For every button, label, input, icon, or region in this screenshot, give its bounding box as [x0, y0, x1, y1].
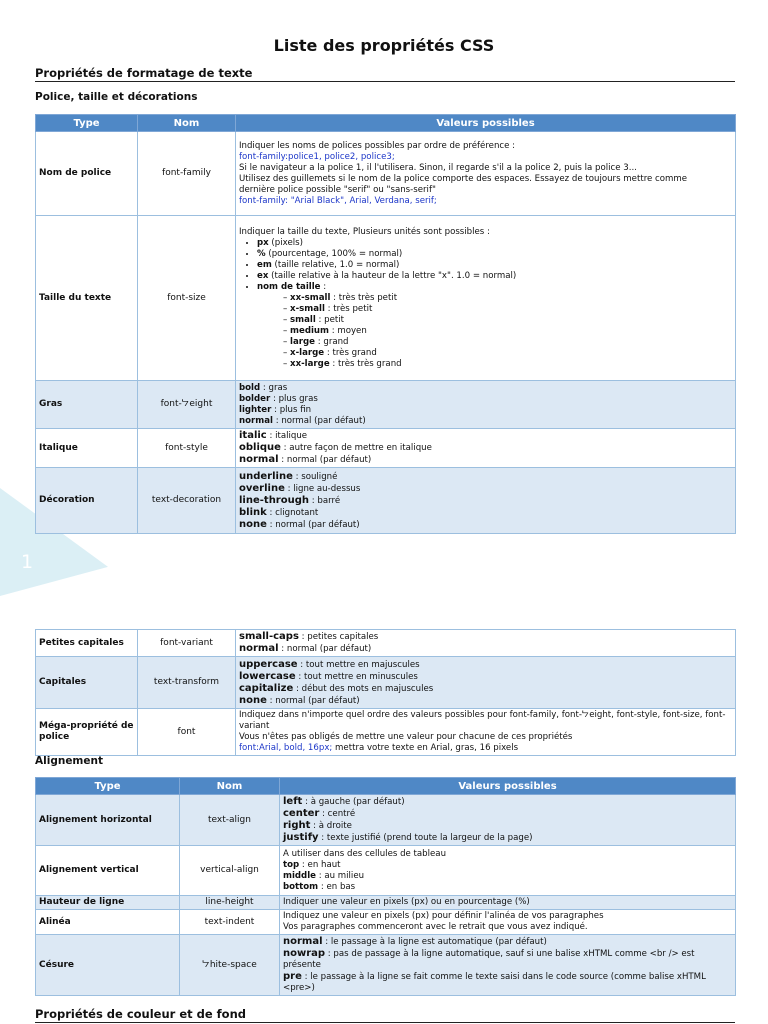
list-item: – small : petit — [283, 315, 732, 326]
fonts-table — [35, 114, 736, 534]
value-line: Si le navigateur a la police 1, il l'utilisera. Sinon, il regarde s'il a la police 2, puis la police 3... — [239, 162, 637, 173]
row-type: Alinéa — [36, 910, 180, 935]
fonts-table-continued — [35, 629, 736, 756]
row-values: A utiliser dans des cellules de tableau top : en haut middle : au milieu bottom : en bas — [280, 846, 736, 896]
row-nom: vertical-align — [180, 846, 280, 896]
row-nom: font-style — [138, 429, 236, 468]
subheading-alignment: Alignement — [35, 755, 103, 767]
header-row — [36, 778, 736, 795]
table-row — [36, 468, 736, 534]
header-type: Type — [36, 778, 180, 795]
section-heading-color-background: Propriétés de couleur et de fond — [35, 1007, 735, 1023]
row-values: Indiquez dans n'importe quel ordre des valeurs possibles pour font-family, font-ﬥeight, font-style, font-size, font-variant Vous n'êtes pas obligés de mettre une valeur pour chacune de ces propriétés font:Arial, bold, 16px; mettra votre texte en Arial, gras, 16 pixels — [236, 709, 736, 756]
header-nom: Nom — [180, 778, 280, 795]
list-item: • ex (taille relative à la hauteur de la lettre "x". 1.0 = normal) — [257, 271, 732, 282]
table-row — [36, 216, 736, 381]
list-item: • % (pourcentage, 100% = normal) — [257, 249, 732, 260]
header-values: Valeurs possibles — [236, 115, 736, 132]
list-item: – x-small : très petit — [283, 304, 732, 315]
row-type: Taille du texte — [36, 216, 138, 381]
row-type: Méga-propriété de police — [36, 709, 138, 756]
row-type: Alignement vertical — [36, 846, 180, 896]
row-nom: font-size — [138, 216, 236, 381]
row-nom: font — [138, 709, 236, 756]
table-row — [36, 381, 736, 429]
row-type: Décoration — [36, 468, 138, 534]
page-title: Liste des propriétés CSS — [273, 36, 495, 55]
page-number: 1 — [21, 551, 34, 573]
units-list — [239, 238, 732, 370]
value-line: Indiquer la taille du texte, Plusieurs unités sont possibles : — [239, 226, 490, 237]
list-item: • px (pixels) — [257, 238, 732, 249]
code-example: font-family: "Arial Black", Arial, Verdana, serif; — [239, 195, 437, 206]
row-values: small-caps : petites capitales normal : normal (par défaut) — [236, 630, 736, 657]
header-nom: Nom — [138, 115, 236, 132]
row-nom: ﬥhite-space — [180, 935, 280, 996]
code-example: font:Arial, bold, 16px; — [239, 743, 333, 753]
row-type: Capitales — [36, 657, 138, 709]
row-nom: text-transform — [138, 657, 236, 709]
row-nom: line-height — [180, 896, 280, 910]
table-row — [36, 795, 736, 846]
list-item: – x-large : très grand — [283, 348, 732, 359]
list-item: – xx-large : très très grand — [283, 359, 732, 370]
list-item: • em (taille relative, 1.0 = normal) — [257, 260, 732, 271]
subheading-fonts: Police, taille et décorations — [35, 91, 198, 103]
value-line: Vous n'êtes pas obligés de mettre une valeur pour chacune de ces propriétés — [239, 732, 573, 742]
row-values: bold : gras bolder : plus gras lighter : plus fin normal : normal (par défaut) — [236, 381, 736, 429]
table-row — [36, 896, 736, 910]
row-values: italic : italique oblique : autre façon de mettre en italique normal : normal (par défaut) — [236, 429, 736, 468]
alignment-table — [35, 777, 736, 996]
list-item: – large : grand — [283, 337, 732, 348]
table-row — [36, 935, 736, 996]
code-example: font-family:police1, police2, police3; — [239, 151, 395, 162]
row-values: uppercase : tout mettre en majuscules lowercase : tout mettre en minuscules capitalize : début des mots en majuscules none : normal (par défaut) — [236, 657, 736, 709]
section-heading-text-formatting: Propriétés de formatage de texte — [35, 66, 735, 82]
size-names-list — [257, 293, 732, 370]
table-row — [36, 846, 736, 896]
table-row — [36, 709, 736, 756]
list-item: – xx-small : très très petit — [283, 293, 732, 304]
table-row — [36, 910, 736, 935]
row-values: left : à gauche (par défaut) center : centré right : à droite justify : texte justifié (prend toute la largeur de la page) — [280, 795, 736, 846]
value-line: Vos paragraphes commenceront avec le retrait que vous avez indiqué. — [283, 922, 588, 932]
row-type: Hauteur de ligne — [36, 896, 180, 910]
table-row — [36, 657, 736, 709]
value-line: Indiquez dans n'importe quel ordre des valeurs possibles pour font-family, font-ﬥeight, font-style, font-size, font-variant — [239, 710, 726, 731]
row-type: Nom de police — [36, 132, 138, 216]
header-values: Valeurs possibles — [280, 778, 736, 795]
row-values — [280, 910, 736, 935]
row-nom: text-indent — [180, 910, 280, 935]
row-type: Italique — [36, 429, 138, 468]
table-row — [36, 429, 736, 468]
row-nom: text-align — [180, 795, 280, 846]
row-values: Indiquer une valeur en pixels (px) ou en pourcentage (%) — [280, 896, 736, 910]
row-nom: font-variant — [138, 630, 236, 657]
row-type: Césure — [36, 935, 180, 996]
header-row — [36, 115, 736, 132]
row-values: normal : le passage à la ligne est automatique (par défaut) nowrap : pas de passage à la ligne automatique, sauf si une balise xHTML comme <br /> est présente pre : le passage à la ligne se fait comme le texte saisi dans le code source (comme balise xHTML <pre>) — [280, 935, 736, 996]
list-item: • nom de taille : – xx-small : très très petit – x-small : très petit – small : petit – medium : moyen – large : grand – x-large : très grand – xx-large : très très grand — [257, 282, 732, 370]
value-line: Indiquez une valeur en pixels (px) pour définir l'alinéa de vos paragraphes — [283, 911, 604, 921]
row-values — [236, 132, 736, 216]
row-type: Alignement horizontal — [36, 795, 180, 846]
row-nom: text-decoration — [138, 468, 236, 534]
table-row — [36, 630, 736, 657]
value-line: Utilisez des guillemets si le nom de la police comporte des espaces. Essayez de toujours mettre comme — [239, 173, 688, 184]
row-type: Gras — [36, 381, 138, 429]
value-line: dernière police possible "serif" ou "sans-serif" — [239, 184, 436, 195]
value-line: Indiquer les noms de polices possibles par ordre de préférence : — [239, 140, 516, 151]
list-item: – medium : moyen — [283, 326, 732, 337]
table-row — [36, 132, 736, 216]
row-nom: font-family — [138, 132, 236, 216]
row-values: underline : souligné overline : ligne au-dessus line-through : barré blink : clignotant none : normal (par défaut) — [236, 468, 736, 534]
row-type: Petites capitales — [36, 630, 138, 657]
header-type: Type — [36, 115, 138, 132]
value-line: A utiliser dans des cellules de tableau — [283, 848, 447, 859]
row-values — [236, 216, 736, 381]
row-nom: font-ﬥeight — [138, 381, 236, 429]
